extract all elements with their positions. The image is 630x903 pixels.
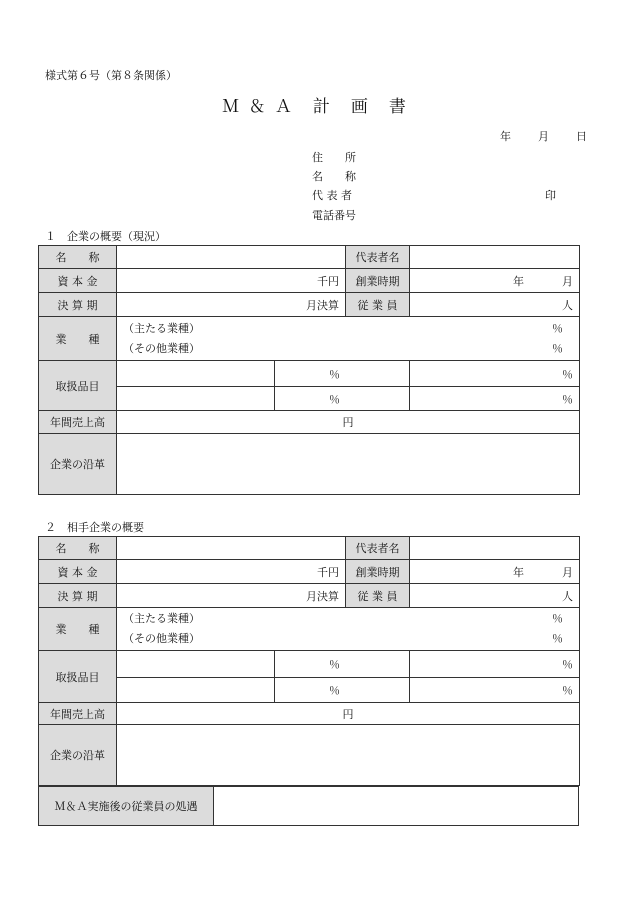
product-1-percent: ％ [329,367,340,381]
product-1-field[interactable] [117,361,340,387]
employees-label: 従 業 員 [346,293,410,317]
applicant-rep-label: 代 表 者 [312,189,352,202]
industry-other-percent: ％ [552,341,563,355]
capital-label: 資 本 金 [39,560,117,584]
applicant-name-label: 名 称 [312,170,356,183]
section-1-title: １ 企業の概要（現況） [45,230,166,243]
product-1-field[interactable] [117,651,340,678]
capital-unit: 千円 [317,565,339,579]
capital-field[interactable] [117,560,346,584]
product-4-field[interactable] [275,678,410,703]
settlement-unit: 月決算 [306,589,339,603]
founded-year: 年 [513,274,524,288]
product-2-percent-cell[interactable] [410,651,580,678]
seal-mark: 印 [545,189,556,202]
capital-unit: 千円 [317,274,339,288]
history-field[interactable] [117,434,580,495]
partner-overview-table [38,536,580,786]
industry-other-percent: ％ [552,632,563,645]
product-3-percent: ％ [329,392,340,406]
sales-label: 年間売上高 [39,703,117,725]
settlement-label: 決 算 期 [39,584,117,608]
product-2-percent-cell[interactable] [410,361,580,387]
industry-other-label: （その他業種） [123,341,200,355]
employees-label: 従 業 員 [346,584,410,608]
industry-other-label: （その他業種） [123,632,200,645]
capital-field[interactable] [117,269,346,293]
industry-field[interactable] [117,317,580,361]
history-field[interactable] [117,725,580,786]
date-day: 日 [576,130,587,143]
product-4-percent: ％ [562,684,573,697]
industry-main-label: （主たる業種） [123,612,200,625]
form-number: 様式第６号（第８条関係） [45,69,177,82]
settlement-field[interactable] [117,293,346,317]
industry-main-percent: ％ [552,612,563,625]
applicant-phone-label: 電話番号 [312,209,356,222]
rep-name-label: 代表者名 [346,246,410,269]
founded-label: 創業時期 [346,560,410,584]
employee-treatment-label: Ｍ＆Ａ実施後の従業員の処遇 [39,787,214,825]
name-field[interactable] [117,246,346,269]
applicant-address-label: 住 所 [312,151,356,164]
sales-field[interactable] [117,703,580,725]
history-label: 企業の沿革 [39,434,117,495]
history-label: 企業の沿革 [39,725,117,786]
industry-field[interactable] [117,608,580,651]
settlement-field[interactable] [117,584,346,608]
product-2-percent: ％ [562,658,573,671]
product-4-percent: ％ [562,392,573,406]
industry-main-percent: ％ [552,321,563,335]
rep-name-field[interactable] [410,537,580,560]
product-4-percent-cell[interactable] [410,387,580,411]
industry-label: 業 種 [39,608,117,651]
product-2-field[interactable] [275,651,410,678]
employees-field[interactable] [410,584,580,608]
sales-field[interactable] [117,411,580,434]
date-year: 年 [500,130,511,143]
industry-main-label: （主たる業種） [123,321,200,335]
capital-label: 資 本 金 [39,269,117,293]
employee-treatment-field[interactable] [214,787,578,825]
name-field[interactable] [117,537,346,560]
products-label: 取扱品目 [39,361,117,411]
date-month: 月 [538,130,549,143]
rep-name-field[interactable] [410,246,580,269]
sales-unit: 円 [342,707,354,721]
settlement-unit: 月決算 [306,298,339,312]
name-label: 名 称 [39,246,117,269]
product-1-percent: ％ [329,658,340,671]
founded-month: 月 [562,565,573,579]
rep-name-label: 代表者名 [346,537,410,560]
product-4-field[interactable] [275,387,410,411]
employees-unit: 人 [562,589,573,603]
name-label: 名 称 [39,537,117,560]
company-overview-table [38,245,580,495]
product-2-percent: ％ [562,367,573,381]
section-2-title: ２ 相手企業の概要 [45,521,144,534]
employee-treatment-row [38,786,579,826]
founded-field[interactable] [410,560,580,584]
settlement-label: 決 算 期 [39,293,117,317]
products-label: 取扱品目 [39,651,117,703]
product-3-field[interactable] [117,678,340,703]
product-3-percent: ％ [329,684,340,697]
sales-unit: 円 [342,416,354,429]
sales-label: 年間売上高 [39,411,117,434]
industry-label: 業 種 [39,317,117,361]
founded-year: 年 [513,565,524,579]
page-title: Ｍ ＆ Ａ 計 画 書 [222,97,408,117]
product-2-field[interactable] [275,361,410,387]
founded-field[interactable] [410,269,580,293]
employees-field[interactable] [410,293,580,317]
founded-label: 創業時期 [346,269,410,293]
employees-unit: 人 [562,298,573,312]
product-3-field[interactable] [117,387,340,411]
product-4-percent-cell[interactable] [410,678,580,703]
founded-month: 月 [562,274,573,288]
